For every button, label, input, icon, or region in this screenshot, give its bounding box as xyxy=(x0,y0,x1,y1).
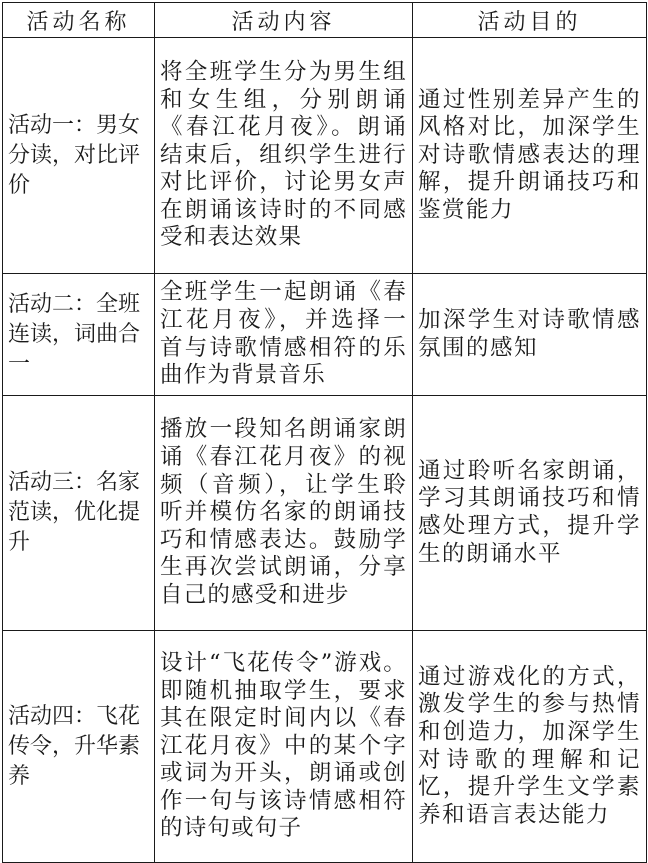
header-activity-content: 活动内容 xyxy=(155,3,413,38)
activity-name-cell: 活动四：飞花传令，升华素养 xyxy=(3,631,155,863)
activity-goal-cell: 通过游戏化的方式，激发学生的参与热情和创造力，加深学生对诗歌的理解和记忆，提升学生文学素养和语言表达能力 xyxy=(413,631,647,863)
activity-goal-cell: 加深学生对诗歌情感氛围的感知 xyxy=(413,274,647,396)
header-activity-name: 活动名称 xyxy=(3,3,155,38)
activity-content-cell: 设计“飞花传令”游戏。即随机抽取学生，要求其在限定时间内以《春江花月夜》中的某个字或词为开头，朗诵或创作一句与该诗情感相符的诗句或句子 xyxy=(155,631,413,863)
table-header-row xyxy=(3,3,647,38)
activity-content-cell: 将全班学生分为男生组和女生组，分别朗诵《春江花月夜》。朗诵结束后，组织学生进行对比评价，讨论男女声在朗诵该诗时的不同感受和表达效果 xyxy=(155,38,413,274)
table-row xyxy=(3,631,647,863)
activity-name-cell: 活动三：名家范读，优化提升 xyxy=(3,396,155,631)
table-row xyxy=(3,396,647,631)
table-row xyxy=(3,274,647,396)
activity-goal-cell: 通过性别差异产生的风格对比，加深学生对诗歌情感表达的理解，提升朗诵技巧和鉴赏能力 xyxy=(413,38,647,274)
header-activity-goal: 活动目的 xyxy=(413,3,647,38)
activity-goal-cell: 通过聆听名家朗诵，学习其朗诵技巧和情感处理方式，提升学生的朗诵水平 xyxy=(413,396,647,631)
table-row xyxy=(3,38,647,274)
activity-table xyxy=(2,2,647,863)
activity-name-cell: 活动一：男女分读，对比评价 xyxy=(3,38,155,274)
activity-name-cell: 活动二：全班连读，词曲合一 xyxy=(3,274,155,396)
activity-content-cell: 全班学生一起朗诵《春江花月夜》，并选择一首与诗歌情感相符的乐曲作为背景音乐 xyxy=(155,274,413,396)
activity-content-cell: 播放一段知名朗诵家朗诵《春江花月夜》的视频（音频），让学生聆听并模仿名家的朗诵技巧和情感表达。鼓励学生再次尝试朗诵，分享自己的感受和进步 xyxy=(155,396,413,631)
